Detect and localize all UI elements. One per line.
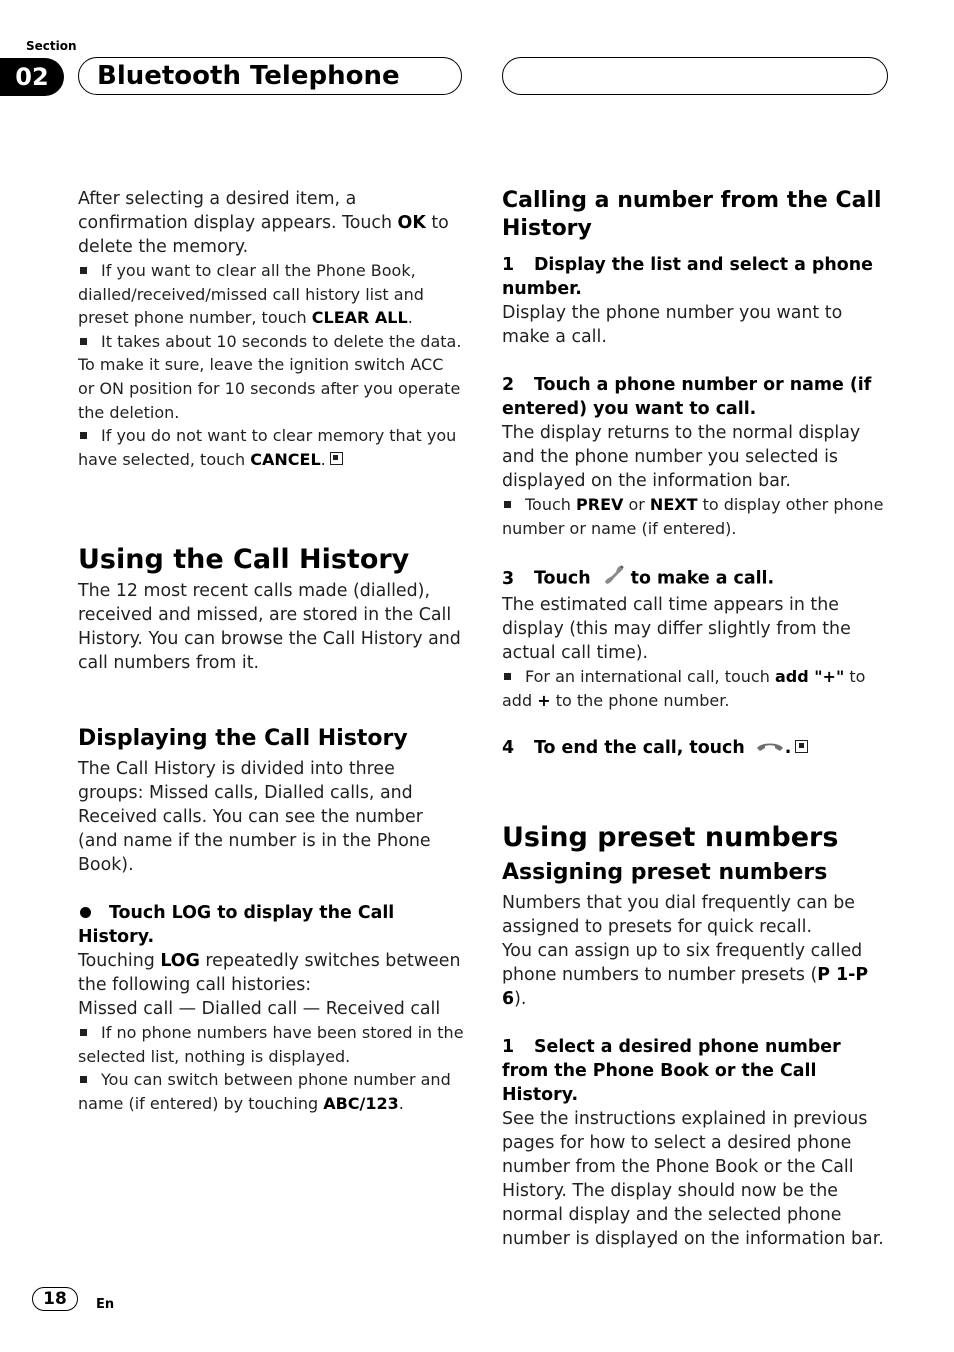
hang-up-icon <box>755 736 785 760</box>
bullet-square-icon <box>80 338 87 345</box>
empty-title-frame <box>502 57 888 95</box>
step-2: 2 Touch a phone number or name (if entered) you want to call. <box>502 375 872 419</box>
left-intro-block <box>78 187 464 471</box>
bullet-delete-time: It takes about 10 seconds to delete the data. <box>78 330 464 354</box>
step-4: 4 To end the call, touch . <box>502 736 890 760</box>
end-of-section-icon <box>795 740 808 753</box>
end-of-section-icon <box>330 452 343 465</box>
intro-paragraph: After selecting a desired item, a confirmation display appears. Touch OK to delete the memory. <box>78 189 449 257</box>
heading-assigning-preset: Assigning preset numbers <box>502 860 828 885</box>
page-title: Bluetooth Telephone <box>97 61 400 91</box>
calling-section <box>502 187 890 760</box>
bullet-square-icon <box>80 1076 87 1083</box>
call-history-section <box>78 543 464 675</box>
phone-call-icon <box>601 564 627 593</box>
preset-step-1: 1 Select a desired phone number from the Phone Book or the Call History. <box>502 1037 841 1105</box>
bullet-delete-time-cont: To make it sure, leave the ignition switch ACC or ON position for 10 seconds after you operate the deletion. <box>78 355 461 422</box>
step-3-paragraph: The estimated call time appears in the display (this may differ slightly from the actual call time). <box>502 595 851 664</box>
language-label: En <box>96 1297 115 1312</box>
bullet-nothing-displayed: If no phone numbers have been stored in the selected list, nothing is displayed. <box>78 1023 464 1066</box>
step-2-paragraph: The display returns to the normal display and the phone number you selected is displayed on the information bar. <box>502 423 861 491</box>
history-sequence: Missed call — Dialled call — Received call <box>78 999 441 1019</box>
bullet-square-icon <box>80 432 87 439</box>
step-1: 1 Display the list and select a phone number. <box>502 255 873 299</box>
bullet-square-icon <box>80 267 87 274</box>
assigning-paragraph-2: You can assign up to six frequently called phone numbers to number presets (P 1-P 6). <box>502 941 869 1009</box>
section-label: Section <box>26 39 77 53</box>
section-number-badge: 02 <box>0 58 64 96</box>
touching-log-paragraph: Touching LOG repeatedly switches between the following call histories: <box>78 951 461 995</box>
displaying-section <box>78 725 464 1115</box>
bullet-square-icon <box>504 673 511 680</box>
step-3: 3 Touch to make a call. <box>502 564 890 593</box>
bullet-clear-all: If you want to clear all the Phone Book, dialled/received/missed call history list and preset phone number, touch CLEAR ALL. <box>78 261 424 328</box>
bullet-prev-next: Touch PREV or NEXT to display other phone number or name (if entered). <box>502 495 884 538</box>
bullet-square-icon <box>504 501 511 508</box>
step-1-paragraph: Display the phone number you want to make a call. <box>502 303 843 347</box>
bullet-abc123: You can switch between phone number and name (if entered) by touching ABC/123. <box>78 1070 451 1113</box>
displaying-paragraph: The Call History is divided into three groups: Missed calls, Dialled calls, and Received calls. You can see the number (and name if the number is in the Phone Book). <box>78 759 431 875</box>
page-number: 18 <box>32 1287 78 1311</box>
heading-using-call-history: Using the Call History <box>78 544 410 575</box>
bullet-cancel: If you do not want to clear memory that you have selected, touch CANCEL. <box>78 426 457 469</box>
heading-using-preset-numbers: Using preset numbers <box>502 822 839 853</box>
preset-section <box>502 821 890 1251</box>
heading-calling-from-history: Calling a number from the Call History <box>502 188 882 241</box>
assigning-paragraph-1: Numbers that you dial frequently can be assigned to presets for quick recall. <box>502 893 856 937</box>
bullet-international-call: For an international call, touch add "+" to add + to the phone number. <box>502 667 866 710</box>
call-history-paragraph: The 12 most recent calls made (dialled), received and missed, are stored in the Call History. You can browse the Call History and call numbers from it. <box>78 581 461 673</box>
dot-step-log: Touch LOG to display the Call History. <box>78 903 395 947</box>
bullet-square-icon <box>80 1029 87 1036</box>
bullet-dot-icon <box>80 907 91 918</box>
heading-displaying-call-history: Displaying the Call History <box>78 726 408 751</box>
preset-step-1-paragraph: See the instructions explained in previous pages for how to select a desired phone number from the Phone Book or the Call History. The display should now be the normal display and the selected phone number is displayed on the information bar. <box>502 1109 884 1249</box>
